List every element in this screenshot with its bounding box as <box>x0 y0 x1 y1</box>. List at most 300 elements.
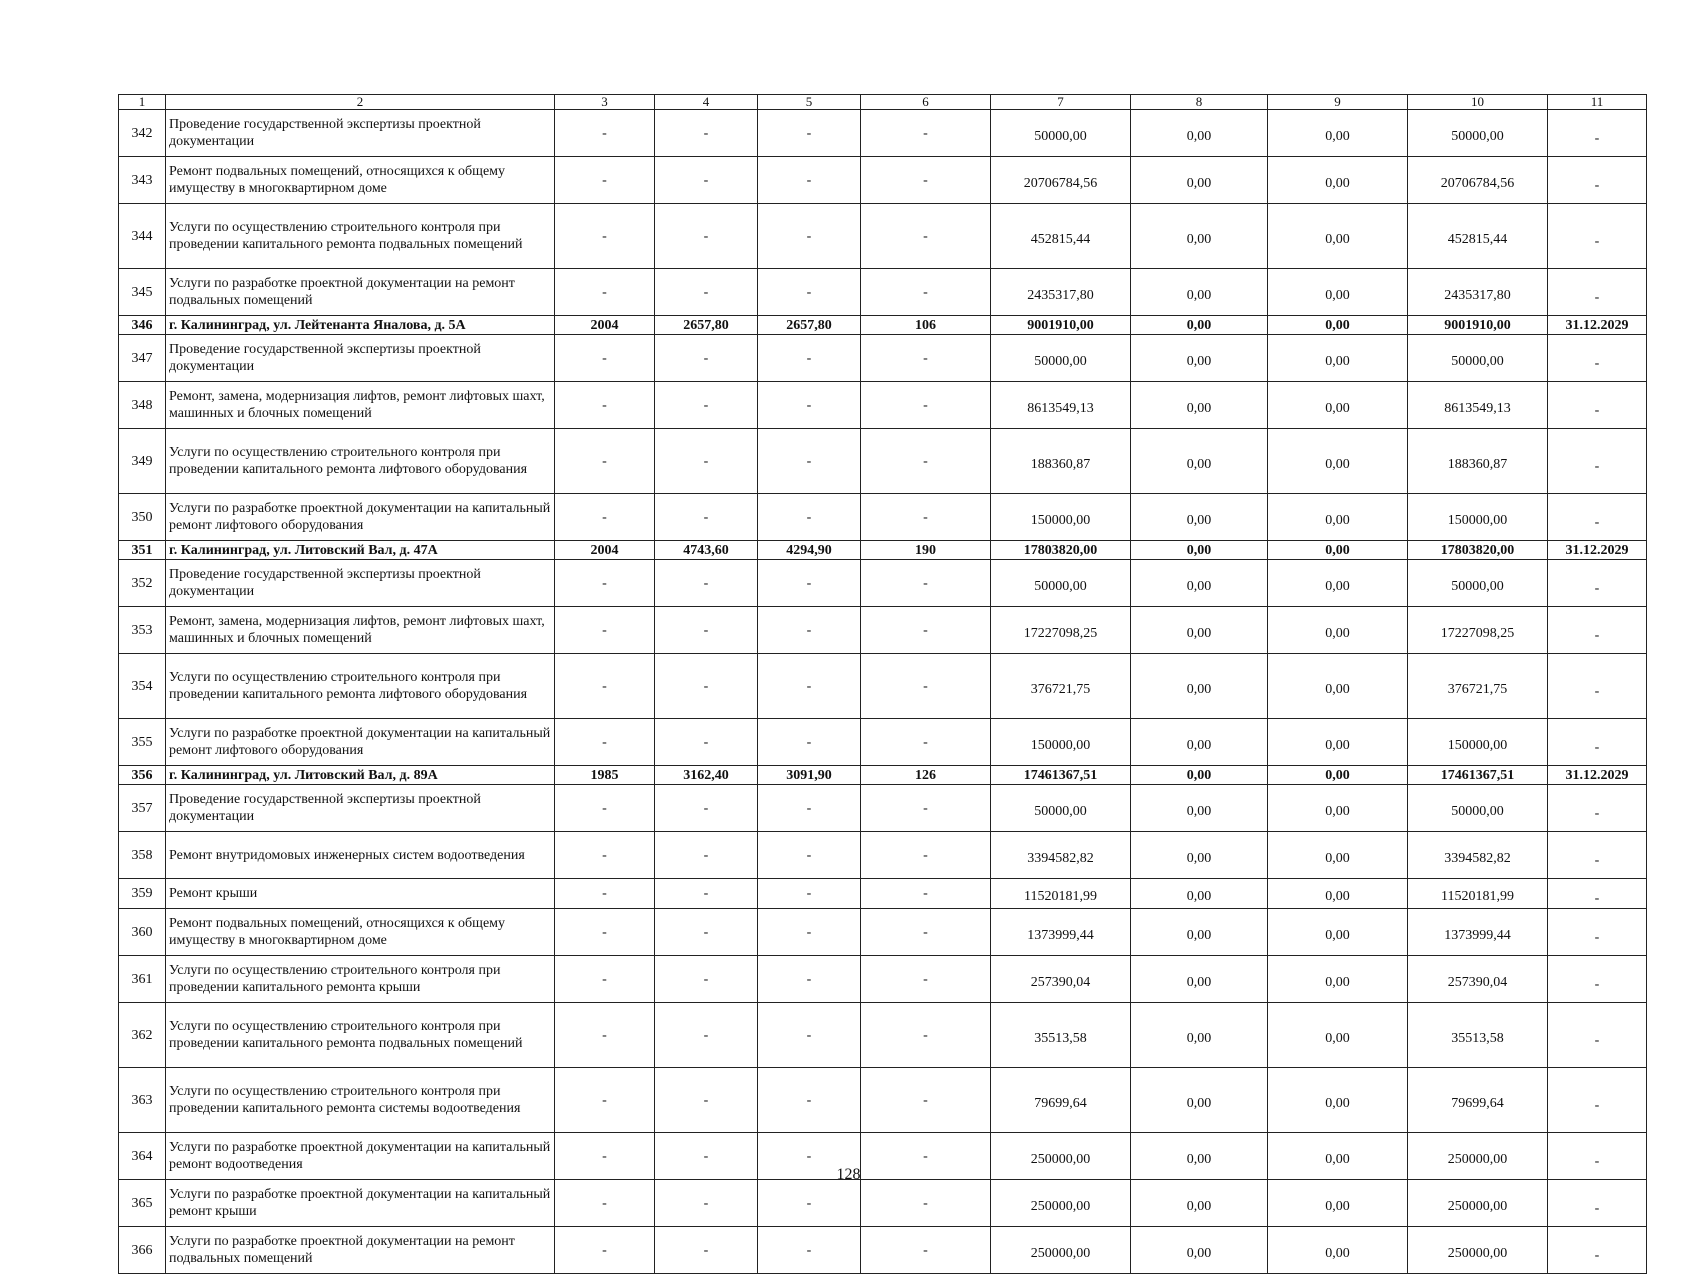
amount-cell: 452815,44 <box>1408 204 1548 269</box>
row-number: 345 <box>119 269 166 316</box>
row-number: 349 <box>119 429 166 494</box>
building-attribute-cell: - <box>555 335 655 382</box>
building-attribute-cell: - <box>861 110 991 157</box>
row-number: 353 <box>119 607 166 654</box>
amount-cell: 50000,00 <box>1408 560 1548 607</box>
building-attribute-cell: 190 <box>861 541 991 560</box>
amount-cell: 3394582,82 <box>1408 832 1548 879</box>
table-row <box>119 719 1647 766</box>
completion-date-cell: - <box>1548 1068 1647 1133</box>
amount-cell: 0,00 <box>1131 785 1268 832</box>
amount-cell: 0,00 <box>1131 269 1268 316</box>
amount-cell: 0,00 <box>1131 766 1268 785</box>
table-row <box>119 607 1647 654</box>
row-number: 343 <box>119 157 166 204</box>
building-attribute-cell: - <box>655 654 758 719</box>
amount-cell: 0,00 <box>1131 1133 1268 1180</box>
amount-cell: 0,00 <box>1268 654 1408 719</box>
amount-cell: 0,00 <box>1131 607 1268 654</box>
amount-cell: 50000,00 <box>991 335 1131 382</box>
row-description: г. Калининград, ул. Литовский Вал, д. 89А <box>166 766 555 785</box>
row-number: 342 <box>119 110 166 157</box>
row-description: Услуги по разработке проектной документации на капитальный ремонт лифтового оборудования <box>166 494 555 541</box>
building-attribute-cell: - <box>655 1227 758 1274</box>
row-description: г. Калининград, ул. Лейтенанта Яналова, д. 5А <box>166 316 555 335</box>
building-attribute-cell: 4743,60 <box>655 541 758 560</box>
column-number-header <box>119 95 1647 110</box>
building-attribute-cell: 126 <box>861 766 991 785</box>
completion-date-cell: - <box>1548 909 1647 956</box>
amount-cell: 0,00 <box>1268 832 1408 879</box>
table-row <box>119 909 1647 956</box>
building-attribute-cell: - <box>655 494 758 541</box>
header-cell: 5 <box>758 95 861 110</box>
amount-cell: 0,00 <box>1268 335 1408 382</box>
building-attribute-cell: - <box>555 1180 655 1227</box>
row-number: 361 <box>119 956 166 1003</box>
amount-cell: 0,00 <box>1268 204 1408 269</box>
row-description: Проведение государственной экспертизы проектной документации <box>166 110 555 157</box>
building-attribute-cell: - <box>861 832 991 879</box>
row-number: 351 <box>119 541 166 560</box>
row-description: Услуги по осуществлению строительного контроля при проведении капитального ремонта подвальных помещений <box>166 1003 555 1068</box>
building-attribute-cell: - <box>861 1180 991 1227</box>
table-row <box>119 1227 1647 1274</box>
building-attribute-cell: - <box>555 204 655 269</box>
completion-date-cell: - <box>1548 560 1647 607</box>
amount-cell: 11520181,99 <box>991 879 1131 909</box>
amount-cell: 0,00 <box>1268 494 1408 541</box>
row-number: 352 <box>119 560 166 607</box>
row-number: 344 <box>119 204 166 269</box>
amount-cell: 0,00 <box>1131 110 1268 157</box>
row-description: Услуги по разработке проектной документации на капитальный ремонт лифтового оборудования <box>166 719 555 766</box>
amount-cell: 250000,00 <box>1408 1227 1548 1274</box>
amount-cell: 17461367,51 <box>1408 766 1548 785</box>
building-attribute-cell: - <box>758 1227 861 1274</box>
amount-cell: 0,00 <box>1131 335 1268 382</box>
completion-date-cell: - <box>1548 382 1647 429</box>
building-attribute-cell: 3162,40 <box>655 766 758 785</box>
header-cell: 7 <box>991 95 1131 110</box>
amount-cell: 0,00 <box>1131 560 1268 607</box>
row-description: Услуги по разработке проектной документации на капитальный ремонт крыши <box>166 1180 555 1227</box>
building-attribute-cell: - <box>861 1068 991 1133</box>
building-attribute-cell: - <box>555 157 655 204</box>
amount-cell: 20706784,56 <box>1408 157 1548 204</box>
document-sheet <box>118 94 1646 1274</box>
amount-cell: 50000,00 <box>1408 110 1548 157</box>
building-attribute-cell: - <box>758 110 861 157</box>
building-attribute-cell: 2004 <box>555 316 655 335</box>
row-description: г. Калининград, ул. Литовский Вал, д. 47А <box>166 541 555 560</box>
amount-cell: 0,00 <box>1131 654 1268 719</box>
row-description: Проведение государственной экспертизы проектной документации <box>166 560 555 607</box>
building-attribute-cell: - <box>861 429 991 494</box>
amount-cell: 0,00 <box>1131 541 1268 560</box>
header-cell: 2 <box>166 95 555 110</box>
building-attribute-cell: - <box>861 956 991 1003</box>
building-attribute-cell: - <box>655 335 758 382</box>
building-attribute-cell: 1985 <box>555 766 655 785</box>
amount-cell: 2435317,80 <box>1408 269 1548 316</box>
header-cell: 9 <box>1268 95 1408 110</box>
building-attribute-cell: - <box>555 607 655 654</box>
building-attribute-cell: - <box>655 719 758 766</box>
building-attribute-cell: - <box>555 832 655 879</box>
amount-cell: 0,00 <box>1268 382 1408 429</box>
amount-cell: 17227098,25 <box>1408 607 1548 654</box>
building-attribute-cell: - <box>758 719 861 766</box>
building-attribute-cell: - <box>861 204 991 269</box>
building-attribute-cell: - <box>655 832 758 879</box>
amount-cell: 0,00 <box>1268 1068 1408 1133</box>
completion-date-cell: - <box>1548 429 1647 494</box>
amount-cell: 0,00 <box>1268 1133 1408 1180</box>
amount-cell: 0,00 <box>1131 494 1268 541</box>
building-attribute-cell: - <box>758 1003 861 1068</box>
building-attribute-cell: - <box>758 494 861 541</box>
building-attribute-cell: - <box>555 909 655 956</box>
building-attribute-cell: - <box>655 956 758 1003</box>
page-number: 128 <box>836 1166 861 1183</box>
amount-cell: 0,00 <box>1268 110 1408 157</box>
address-row <box>119 766 1647 785</box>
building-attribute-cell: - <box>861 560 991 607</box>
building-attribute-cell: - <box>758 429 861 494</box>
amount-cell: 257390,04 <box>1408 956 1548 1003</box>
amount-cell: 0,00 <box>1268 269 1408 316</box>
header-cell: 10 <box>1408 95 1548 110</box>
amount-cell: 0,00 <box>1268 560 1408 607</box>
amount-cell: 0,00 <box>1268 956 1408 1003</box>
row-description: Ремонт, замена, модернизация лифтов, ремонт лифтовых шахт, машинных и блочных помещений <box>166 382 555 429</box>
building-attribute-cell: - <box>758 1180 861 1227</box>
building-attribute-cell: - <box>655 785 758 832</box>
building-attribute-cell: 2004 <box>555 541 655 560</box>
amount-cell: 0,00 <box>1268 157 1408 204</box>
table-row <box>119 382 1647 429</box>
building-attribute-cell: - <box>655 429 758 494</box>
building-attribute-cell: - <box>861 335 991 382</box>
row-number: 364 <box>119 1133 166 1180</box>
building-attribute-cell: - <box>555 382 655 429</box>
table-row <box>119 832 1647 879</box>
completion-date-cell: - <box>1548 719 1647 766</box>
amount-cell: 0,00 <box>1268 1003 1408 1068</box>
amount-cell: 150000,00 <box>991 719 1131 766</box>
header-cell: 3 <box>555 95 655 110</box>
table-row <box>119 429 1647 494</box>
amount-cell: 0,00 <box>1268 429 1408 494</box>
building-attribute-cell: - <box>555 719 655 766</box>
amount-cell: 0,00 <box>1131 429 1268 494</box>
building-attribute-cell: - <box>655 382 758 429</box>
amount-cell: 0,00 <box>1268 316 1408 335</box>
header-cell: 4 <box>655 95 758 110</box>
building-attribute-cell: - <box>861 719 991 766</box>
completion-date-cell: - <box>1548 785 1647 832</box>
completion-date-cell: - <box>1548 1180 1647 1227</box>
building-attribute-cell: - <box>655 909 758 956</box>
amount-cell: 376721,75 <box>1408 654 1548 719</box>
amount-cell: 17227098,25 <box>991 607 1131 654</box>
building-attribute-cell: 2657,80 <box>758 316 861 335</box>
amount-cell: 150000,00 <box>1408 494 1548 541</box>
amount-cell: 0,00 <box>1131 1227 1268 1274</box>
building-attribute-cell: - <box>861 382 991 429</box>
amount-cell: 11520181,99 <box>1408 879 1548 909</box>
amount-cell: 257390,04 <box>991 956 1131 1003</box>
amount-cell: 188360,87 <box>991 429 1131 494</box>
amount-cell: 35513,58 <box>1408 1003 1548 1068</box>
row-number: 366 <box>119 1227 166 1274</box>
completion-date-cell: - <box>1548 956 1647 1003</box>
building-attribute-cell: - <box>655 204 758 269</box>
row-number: 365 <box>119 1180 166 1227</box>
table-row <box>119 110 1647 157</box>
building-attribute-cell: 2657,80 <box>655 316 758 335</box>
table-row <box>119 654 1647 719</box>
amount-cell: 0,00 <box>1131 204 1268 269</box>
building-attribute-cell: - <box>758 832 861 879</box>
completion-date-cell: 31.12.2029 <box>1548 541 1647 560</box>
amount-cell: 0,00 <box>1131 879 1268 909</box>
amount-cell: 50000,00 <box>991 110 1131 157</box>
amount-cell: 0,00 <box>1268 541 1408 560</box>
row-description: Ремонт подвальных помещений, относящихся к общему имуществу в многоквартирном доме <box>166 157 555 204</box>
row-description: Ремонт крыши <box>166 879 555 909</box>
amount-cell: 79699,64 <box>1408 1068 1548 1133</box>
building-attribute-cell: - <box>555 956 655 1003</box>
table-row <box>119 494 1647 541</box>
table-row <box>119 956 1647 1003</box>
completion-date-cell: - <box>1548 879 1647 909</box>
building-attribute-cell: - <box>758 204 861 269</box>
amount-cell: 17803820,00 <box>1408 541 1548 560</box>
amount-cell: 452815,44 <box>991 204 1131 269</box>
amount-cell: 0,00 <box>1268 719 1408 766</box>
amount-cell: 8613549,13 <box>991 382 1131 429</box>
amount-cell: 9001910,00 <box>991 316 1131 335</box>
building-attribute-cell: - <box>861 607 991 654</box>
row-description: Услуги по разработке проектной документации на ремонт подвальных помещений <box>166 269 555 316</box>
building-attribute-cell: - <box>861 157 991 204</box>
amount-cell: 250000,00 <box>1408 1180 1548 1227</box>
amount-cell: 250000,00 <box>991 1133 1131 1180</box>
amount-cell: 2435317,80 <box>991 269 1131 316</box>
amount-cell: 0,00 <box>1268 909 1408 956</box>
building-attribute-cell: - <box>861 269 991 316</box>
row-number: 356 <box>119 766 166 785</box>
amount-cell: 0,00 <box>1268 766 1408 785</box>
completion-date-cell: 31.12.2029 <box>1548 766 1647 785</box>
address-row <box>119 316 1647 335</box>
building-attribute-cell: - <box>758 879 861 909</box>
completion-date-cell: - <box>1548 110 1647 157</box>
building-attribute-cell: - <box>555 110 655 157</box>
building-attribute-cell: - <box>655 1003 758 1068</box>
table-row <box>119 204 1647 269</box>
amount-cell: 1373999,44 <box>991 909 1131 956</box>
row-description: Услуги по разработке проектной документации на ремонт подвальных помещений <box>166 1227 555 1274</box>
row-number: 360 <box>119 909 166 956</box>
completion-date-cell: - <box>1548 1227 1647 1274</box>
building-attribute-cell: - <box>758 157 861 204</box>
completion-date-cell: - <box>1548 832 1647 879</box>
amount-cell: 0,00 <box>1268 607 1408 654</box>
row-description: Ремонт, замена, модернизация лифтов, ремонт лифтовых шахт, машинных и блочных помещений <box>166 607 555 654</box>
amount-cell: 17461367,51 <box>991 766 1131 785</box>
row-description: Услуги по осуществлению строительного контроля при проведении капитального ремонта подвальных помещений <box>166 204 555 269</box>
table-row <box>119 335 1647 382</box>
amount-cell: 9001910,00 <box>1408 316 1548 335</box>
row-number: 362 <box>119 1003 166 1068</box>
row-number: 359 <box>119 879 166 909</box>
building-attribute-cell: - <box>555 429 655 494</box>
building-attribute-cell: - <box>655 1068 758 1133</box>
table-row <box>119 1180 1647 1227</box>
header-cell: 6 <box>861 95 991 110</box>
building-attribute-cell: - <box>655 269 758 316</box>
amount-cell: 50000,00 <box>991 785 1131 832</box>
amount-cell: 0,00 <box>1268 879 1408 909</box>
building-attribute-cell: - <box>758 335 861 382</box>
row-number: 357 <box>119 785 166 832</box>
building-attribute-cell: - <box>861 1003 991 1068</box>
building-attribute-cell: - <box>555 654 655 719</box>
amount-cell: 0,00 <box>1131 1003 1268 1068</box>
row-description: Проведение государственной экспертизы проектной документации <box>166 335 555 382</box>
row-description: Услуги по разработке проектной документации на капитальный ремонт водоотведения <box>166 1133 555 1180</box>
building-attribute-cell: - <box>655 879 758 909</box>
building-attribute-cell: - <box>758 654 861 719</box>
amount-cell: 376721,75 <box>991 654 1131 719</box>
row-description: Ремонт подвальных помещений, относящихся к общему имуществу в многоквартирном доме <box>166 909 555 956</box>
amount-cell: 0,00 <box>1131 1180 1268 1227</box>
amount-cell: 0,00 <box>1131 1068 1268 1133</box>
table-row <box>119 157 1647 204</box>
row-description: Услуги по осуществлению строительного контроля при проведении капитального ремонта лифтового оборудования <box>166 654 555 719</box>
building-attribute-cell: - <box>655 560 758 607</box>
building-attribute-cell: - <box>655 110 758 157</box>
amount-cell: 250000,00 <box>991 1180 1131 1227</box>
row-number: 354 <box>119 654 166 719</box>
row-number: 348 <box>119 382 166 429</box>
completion-date-cell: - <box>1548 494 1647 541</box>
amount-cell: 50000,00 <box>1408 785 1548 832</box>
building-attribute-cell: - <box>758 560 861 607</box>
amount-cell: 0,00 <box>1131 719 1268 766</box>
table-body <box>119 110 1647 1274</box>
completion-date-cell: 31.12.2029 <box>1548 316 1647 335</box>
completion-date-cell: - <box>1548 1133 1647 1180</box>
amount-cell: 50000,00 <box>991 560 1131 607</box>
amount-cell: 0,00 <box>1131 832 1268 879</box>
completion-date-cell: - <box>1548 1003 1647 1068</box>
completion-date-cell: - <box>1548 335 1647 382</box>
row-number: 355 <box>119 719 166 766</box>
building-attribute-cell: - <box>555 1227 655 1274</box>
building-attribute-cell: - <box>555 269 655 316</box>
building-attribute-cell: 4294,90 <box>758 541 861 560</box>
building-attribute-cell: - <box>655 607 758 654</box>
completion-date-cell: - <box>1548 157 1647 204</box>
amount-cell: 17803820,00 <box>991 541 1131 560</box>
completion-date-cell: - <box>1548 654 1647 719</box>
amount-cell: 188360,87 <box>1408 429 1548 494</box>
building-attribute-cell: - <box>861 654 991 719</box>
row-number: 358 <box>119 832 166 879</box>
building-attribute-cell: - <box>758 909 861 956</box>
header-cell: 1 <box>119 95 166 110</box>
building-attribute-cell: - <box>861 494 991 541</box>
building-attribute-cell: - <box>758 607 861 654</box>
amount-cell: 0,00 <box>1268 785 1408 832</box>
building-attribute-cell: - <box>555 785 655 832</box>
amount-cell: 1373999,44 <box>1408 909 1548 956</box>
table-row <box>119 1068 1647 1133</box>
building-attribute-cell: - <box>655 1180 758 1227</box>
building-attribute-cell: 3091,90 <box>758 766 861 785</box>
completion-date-cell: - <box>1548 269 1647 316</box>
building-attribute-cell: - <box>758 1068 861 1133</box>
amount-cell: 35513,58 <box>991 1003 1131 1068</box>
amount-cell: 150000,00 <box>1408 719 1548 766</box>
building-attribute-cell: - <box>758 956 861 1003</box>
amount-cell: 8613549,13 <box>1408 382 1548 429</box>
row-description: Услуги по осуществлению строительного контроля при проведении капитального ремонта крыши <box>166 956 555 1003</box>
building-attribute-cell: - <box>655 157 758 204</box>
building-attribute-cell: - <box>655 1133 758 1180</box>
building-attribute-cell: - <box>555 494 655 541</box>
building-attribute-cell: - <box>861 879 991 909</box>
table-row <box>119 879 1647 909</box>
address-row <box>119 541 1647 560</box>
completion-date-cell: - <box>1548 607 1647 654</box>
row-number: 350 <box>119 494 166 541</box>
amount-cell: 0,00 <box>1268 1180 1408 1227</box>
amount-cell: 79699,64 <box>991 1068 1131 1133</box>
building-attribute-cell: - <box>861 1227 991 1274</box>
building-attribute-cell: - <box>758 1133 861 1180</box>
amount-cell: 0,00 <box>1131 157 1268 204</box>
amount-cell: 0,00 <box>1131 956 1268 1003</box>
amount-cell: 0,00 <box>1131 316 1268 335</box>
amount-cell: 250000,00 <box>1408 1133 1548 1180</box>
amount-cell: 50000,00 <box>1408 335 1548 382</box>
table-row <box>119 785 1647 832</box>
row-number: 346 <box>119 316 166 335</box>
completion-date-cell: - <box>1548 204 1647 269</box>
building-attribute-cell: - <box>758 785 861 832</box>
building-attribute-cell: - <box>555 879 655 909</box>
row-description: Услуги по осуществлению строительного контроля при проведении капитального ремонта системы водоотведения <box>166 1068 555 1133</box>
amount-cell: 150000,00 <box>991 494 1131 541</box>
row-description: Услуги по осуществлению строительного контроля при проведении капитального ремонта лифтового оборудования <box>166 429 555 494</box>
table-row <box>119 1003 1647 1068</box>
row-number: 347 <box>119 335 166 382</box>
row-description: Ремонт внутридомовых инженерных систем водоотведения <box>166 832 555 879</box>
building-attribute-cell: - <box>555 560 655 607</box>
building-attribute-cell: - <box>555 1003 655 1068</box>
repair-plan-table <box>118 94 1647 1274</box>
building-attribute-cell: - <box>555 1068 655 1133</box>
row-number: 363 <box>119 1068 166 1133</box>
amount-cell: 0,00 <box>1131 909 1268 956</box>
amount-cell: 0,00 <box>1268 1227 1408 1274</box>
building-attribute-cell: - <box>861 785 991 832</box>
